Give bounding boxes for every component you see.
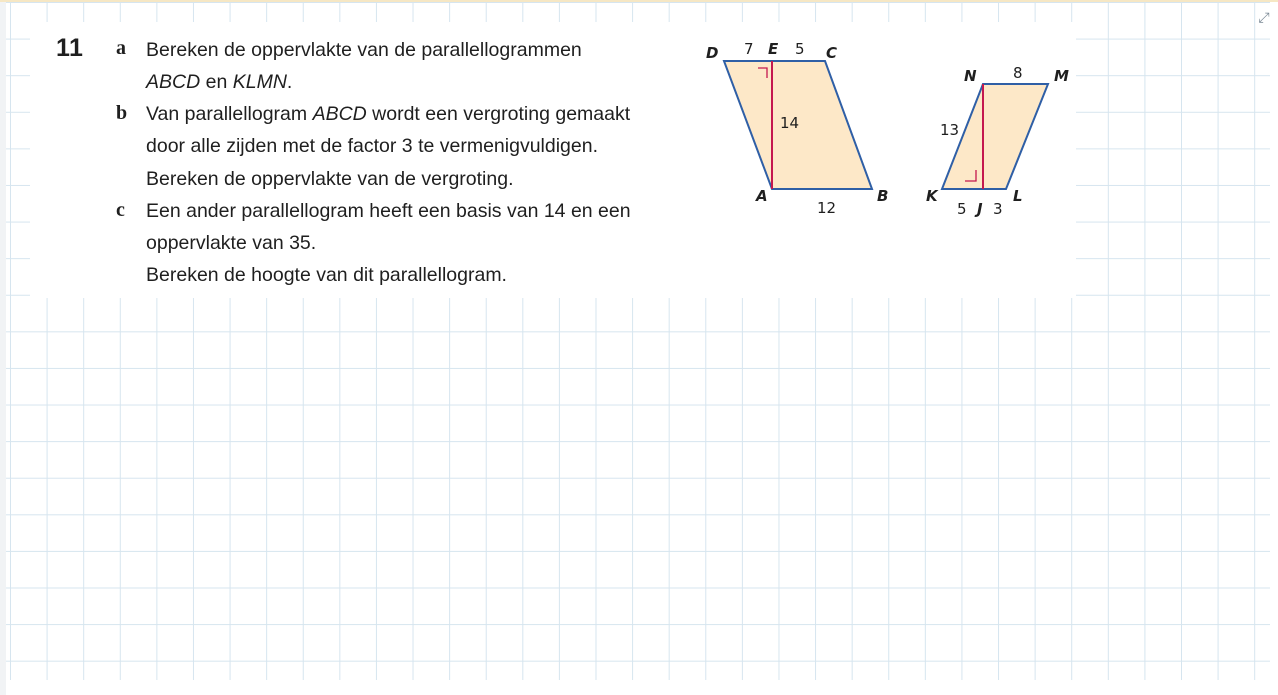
question-b-line-2: door alle zijden met de factor 3 te vermenigvuldigen. [146,135,599,157]
question-c-line-2: oppervlakte van 35. [146,232,317,254]
label-height-14: 14 [780,114,800,132]
label-nm-length: 8 [1013,64,1023,82]
exercise-number: 11 [56,34,84,62]
label-c: C [826,44,838,62]
label-d: D [706,44,719,62]
expand-icon[interactable]: ⤢ [1258,9,1270,25]
label-ec-length: 5 [795,40,805,58]
question-c-line-3: Bereken de hoogte van dit parallellogram. [146,264,507,286]
var-klmn: KLMN [232,71,287,93]
label-a: A [756,187,768,205]
text-fragment: Van parallellogram [146,103,313,125]
label-ab-length: 12 [817,199,837,217]
var-abcd: ABCD [312,103,367,125]
question-a-letter: a [116,37,126,59]
label-jl-length: 3 [993,200,1003,218]
label-n: N [964,67,977,85]
question-a-line-1: Bereken de oppervlakte van de parallellogrammen [146,39,582,61]
var-abcd: ABCD [146,71,201,93]
question-b-letter: b [116,102,128,124]
label-e: E [768,40,779,58]
text-fragment: . [286,71,293,93]
question-c-letter: c [116,199,125,221]
label-k: K [926,187,938,205]
text-fragment: en [200,71,233,93]
parallelogram-figures [0,0,1278,300]
parallelogram-klmn [926,64,1069,218]
parallelogram-abcd [706,40,888,217]
question-c-line-1: Een ander parallellogram heeft een basis van 14 en een [146,200,631,222]
label-de-length: 7 [744,40,754,58]
label-j: J [977,200,983,218]
label-m: M [1054,67,1069,85]
label-l: L [1013,187,1023,205]
label-kn-length: 13 [940,121,960,139]
label-b: B [877,187,889,205]
label-kj-length: 5 [957,200,967,218]
text-fragment: wordt een vergroting gemaakt [366,103,631,125]
question-b-line-3: Bereken de oppervlakte van de vergroting. [146,168,514,190]
